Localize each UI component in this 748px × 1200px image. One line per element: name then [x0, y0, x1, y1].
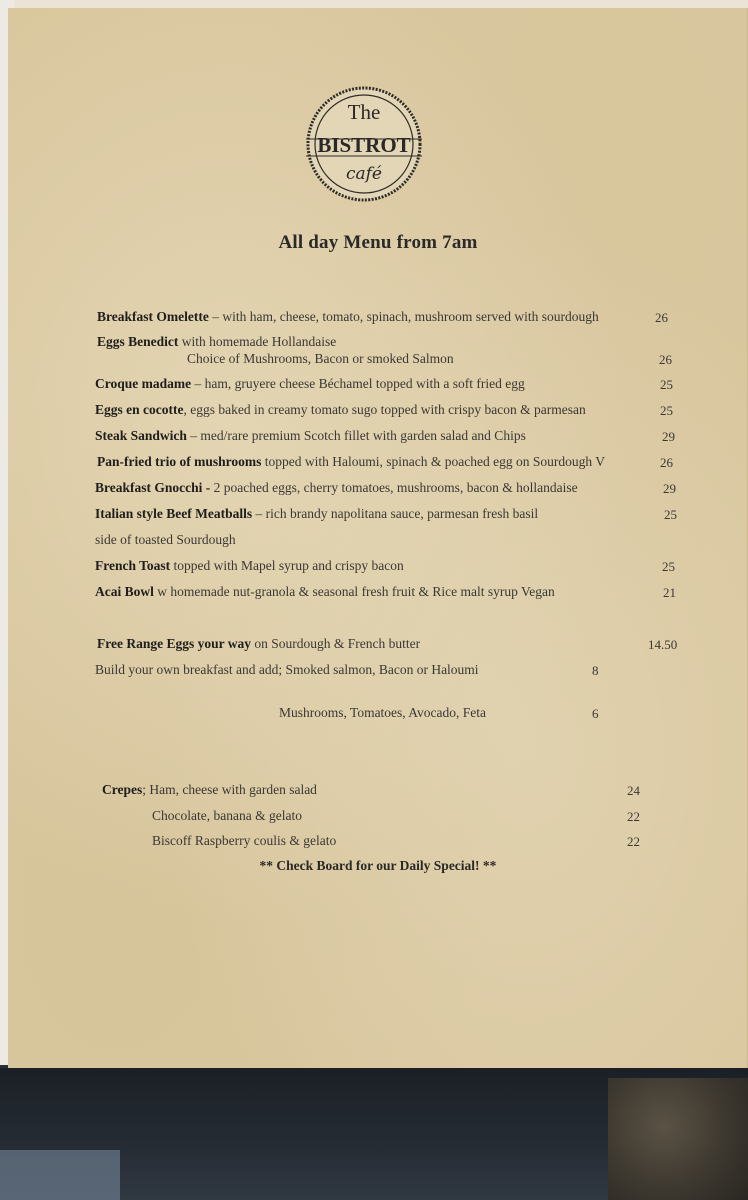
eggs-item: Free Range Eggs your way on Sourdough & French butter: [97, 636, 421, 651]
daily-special-note: ** Check Board for our Daily Special! **: [259, 858, 497, 873]
item-price: 25: [660, 377, 673, 392]
addon-price: 8: [592, 663, 599, 678]
crepes-option: Biscoff Raspberry coulis & gelato: [152, 833, 337, 848]
item-price: 26: [659, 352, 672, 367]
logo-cafe: café: [345, 164, 383, 184]
menu-item: Steak Sandwich – med/rare premium Scotch fillet with garden salad and Chips: [95, 428, 526, 443]
menu-title: All day Menu from 7am: [278, 232, 478, 253]
menu-item: French Toast topped with Mapel syrup and crispy bacon: [95, 558, 404, 573]
crepes-item: Crepes; Ham, cheese with garden salad: [102, 782, 317, 797]
logo-bistrot: BISTROT: [317, 133, 411, 157]
logo-the: The: [347, 100, 381, 124]
menu-sheet: [8, 8, 748, 1068]
menu-item: Italian style Beef Meatballs – rich brandy napolitana sauce, parmesan fresh basil: [95, 506, 539, 521]
menu-item: Acai Bowl w homemade nut-granola & seasonal fresh fruit & Rice malt syrup Vegan: [95, 584, 555, 599]
item-price: 21: [663, 585, 676, 600]
item-price: 26: [655, 310, 668, 325]
crepes-price: 22: [627, 809, 640, 824]
crepes-price: 22: [627, 834, 640, 849]
item-price: 25: [664, 507, 677, 522]
item-price: 25: [662, 559, 675, 574]
menu-item: Pan-fried trio of mushrooms topped with Haloumi, spinach & poached egg on Sourdough V: [97, 454, 605, 469]
eggs-addon: Build your own breakfast and add; Smoked salmon, Bacon or Haloumi: [95, 662, 479, 677]
addon-price: 6: [592, 706, 599, 721]
menu-item: Breakfast Gnocchi - 2 poached eggs, cherry tomatoes, mushrooms, bacon & hollandaise: [95, 480, 578, 495]
bistrot-cafe-logo: [298, 86, 430, 202]
eggs-price: 14.50: [648, 637, 678, 652]
crepes-option: Chocolate, banana & gelato: [152, 808, 302, 823]
item-price: 26: [660, 455, 673, 470]
menu-item: Eggs Benedict with homemade Hollandaise: [97, 334, 337, 349]
fabric-patch: [0, 1150, 120, 1200]
menu-item-option: Choice of Mushrooms, Bacon or smoked Salmon: [187, 351, 454, 366]
item-price: 25: [660, 403, 673, 418]
eggs-addon: Mushrooms, Tomatoes, Avocado, Feta: [279, 705, 487, 720]
menu-item-note: side of toasted Sourdough: [95, 532, 236, 547]
crepes-price: 24: [627, 783, 640, 798]
menu-item: Breakfast Omelette – with ham, cheese, tomato, spinach, mushroom served with sourdough: [97, 309, 599, 324]
item-price: 29: [662, 429, 675, 444]
menu-item: Croque madame – ham, gruyere cheese Béchamel topped with a soft fried egg: [95, 376, 525, 391]
item-price: 29: [663, 481, 676, 496]
ground-patch: [608, 1078, 748, 1200]
menu-item: Eggs en cocotte, eggs baked in creamy tomato sugo topped with crispy bacon & parmesan: [95, 402, 586, 417]
